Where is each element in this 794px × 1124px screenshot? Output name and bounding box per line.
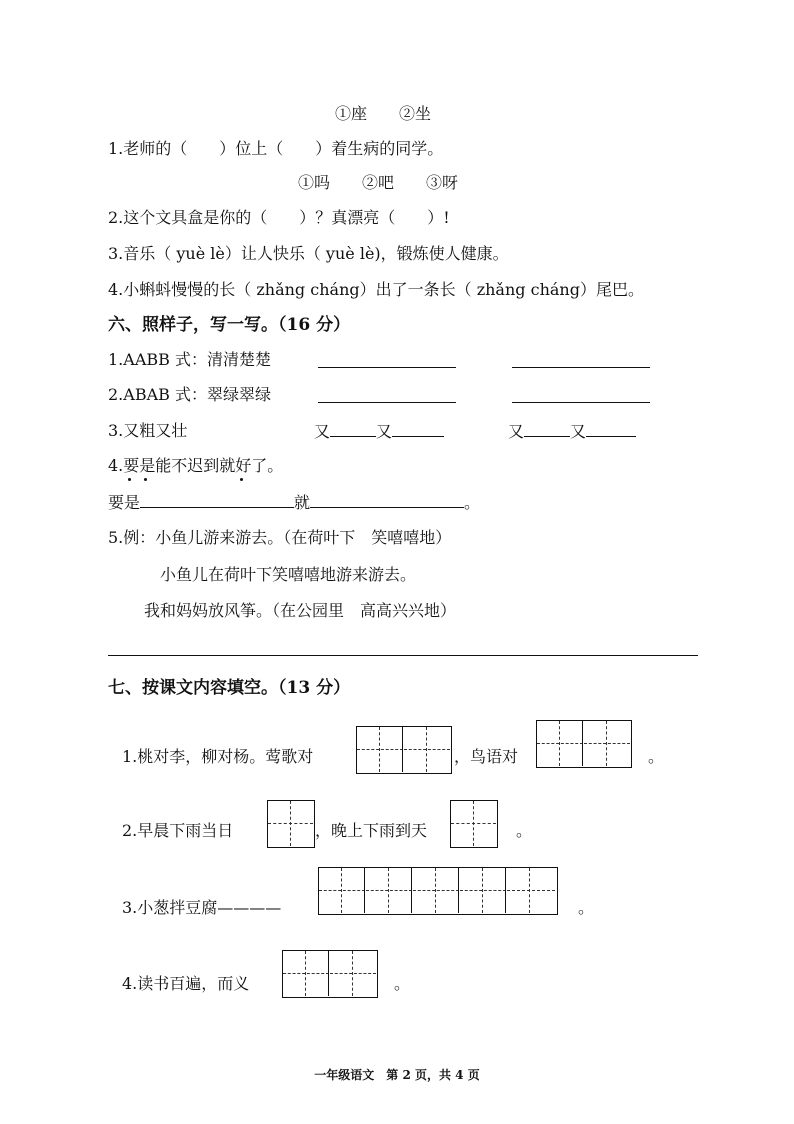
- blank-6-4b[interactable]: [310, 491, 464, 508]
- question-5-3: 3.音乐（ yuè lè）让人快乐（ yuè lè)，锻炼使人健康。: [108, 244, 509, 263]
- tianzige-cell: [460, 868, 506, 913]
- tianzige-cell: [584, 721, 630, 766]
- q2-options: ①吗 ②吧 ③呀: [298, 173, 459, 192]
- tianzige-cell: [357, 727, 403, 772]
- question-6-3: 3.又粗又壮: [108, 421, 188, 440]
- emphasis-dot: [240, 478, 243, 481]
- section-6-title: 六、照样子，写一写。（16 分）: [108, 315, 351, 335]
- emphasis-dot: [128, 478, 131, 481]
- page-footer: 一年级语文 第 2 页，共 4 页: [314, 1068, 480, 1082]
- tianzige-box-7-1b[interactable]: [536, 720, 632, 768]
- you-char: 又: [508, 422, 525, 441]
- tianzige-box-7-1a[interactable]: [356, 726, 452, 774]
- blank-6-3c[interactable]: [524, 420, 570, 437]
- question-7-2-part-a: 2.早晨下雨当日: [122, 821, 234, 840]
- answer-line-6-1a[interactable]: [318, 367, 456, 368]
- question-7-1-part-a: 1.桃对李，柳对杨。莺歌对: [122, 747, 314, 766]
- answer-line-6-2b[interactable]: [512, 402, 650, 403]
- you-char: 又: [314, 422, 331, 441]
- tianzige-cell: [413, 868, 459, 913]
- period: 。: [464, 493, 481, 512]
- answer-line-6-1b[interactable]: [512, 367, 650, 368]
- blank-6-3b[interactable]: [392, 420, 444, 437]
- pattern-group-2: [508, 420, 636, 443]
- tianzige-box-7-2a[interactable]: [267, 800, 315, 848]
- answer-line-6-5[interactable]: [108, 655, 698, 656]
- question-6-5: 5.例：小鱼儿游来游去。（在荷叶下 笑嘻嘻地）: [108, 528, 452, 547]
- section-7-title: 七、按课文内容填空。（13 分）: [108, 678, 351, 698]
- answer-line-6-2a[interactable]: [318, 402, 456, 403]
- question-6-1: 1.AABB 式：清清楚楚: [108, 350, 271, 369]
- question-7-2-part-b: ，晚上下雨到天: [315, 821, 428, 840]
- question-6-4: 4.要是能不迟到就好了。: [108, 456, 284, 475]
- jiu-label: 就: [294, 493, 311, 512]
- question-5-4: 4.小蝌蚪慢慢的长（ zhǎng cháng）出了一条长（ zhǎng cháng）尾巴。: [108, 280, 644, 299]
- question-7-4: 4.读书百遍，而义: [122, 974, 250, 993]
- task-sentence: 我和妈妈放风筝。（在公园里 高高兴兴地）: [144, 601, 457, 620]
- tianzige-box-7-2b[interactable]: [450, 800, 498, 848]
- blank-6-3d[interactable]: [586, 420, 636, 437]
- tianzige-cell: [507, 868, 555, 913]
- period: 。: [578, 898, 595, 917]
- period: 。: [516, 821, 533, 840]
- sentence-pattern-6-4: [108, 491, 480, 514]
- period: 。: [394, 974, 411, 993]
- question-5-1: 1.老师的（ ）位上（ ）着生病的同学。: [108, 139, 444, 158]
- question-7-1-part-b: ，鸟语对: [454, 747, 519, 766]
- tianzige-cell: [366, 868, 412, 913]
- tianzige-cell: [330, 951, 376, 996]
- tianzige-cell: [537, 721, 583, 766]
- tianzige-cell: [319, 868, 365, 913]
- question-6-2: 2.ABAB 式：翠绿翠绿: [108, 385, 271, 404]
- pattern-group-1: [314, 420, 444, 443]
- yaoshi-label: 要是: [108, 493, 141, 512]
- q1-options: ①座 ②坐: [335, 104, 432, 123]
- tianzige-box-7-4[interactable]: [282, 950, 378, 998]
- tianzige-cell: [451, 801, 496, 846]
- emphasis-dot: [144, 478, 147, 481]
- tianzige-box-7-3[interactable]: [318, 867, 558, 915]
- example-answer: 小鱼儿在荷叶下笑嘻嘻地游来游去。: [160, 565, 417, 584]
- blank-6-4a[interactable]: [140, 491, 294, 508]
- tianzige-cell: [404, 727, 450, 772]
- tianzige-cell: [283, 951, 329, 996]
- you-char: 又: [570, 422, 587, 441]
- tianzige-cell: [268, 801, 313, 846]
- blank-6-3a[interactable]: [330, 420, 376, 437]
- you-char: 又: [376, 422, 393, 441]
- period: 。: [648, 747, 665, 766]
- question-5-2: 2.这个文具盒是你的（ ）？真漂亮（ ）!: [108, 208, 450, 227]
- question-7-3: 3.小葱拌豆腐————: [122, 898, 282, 917]
